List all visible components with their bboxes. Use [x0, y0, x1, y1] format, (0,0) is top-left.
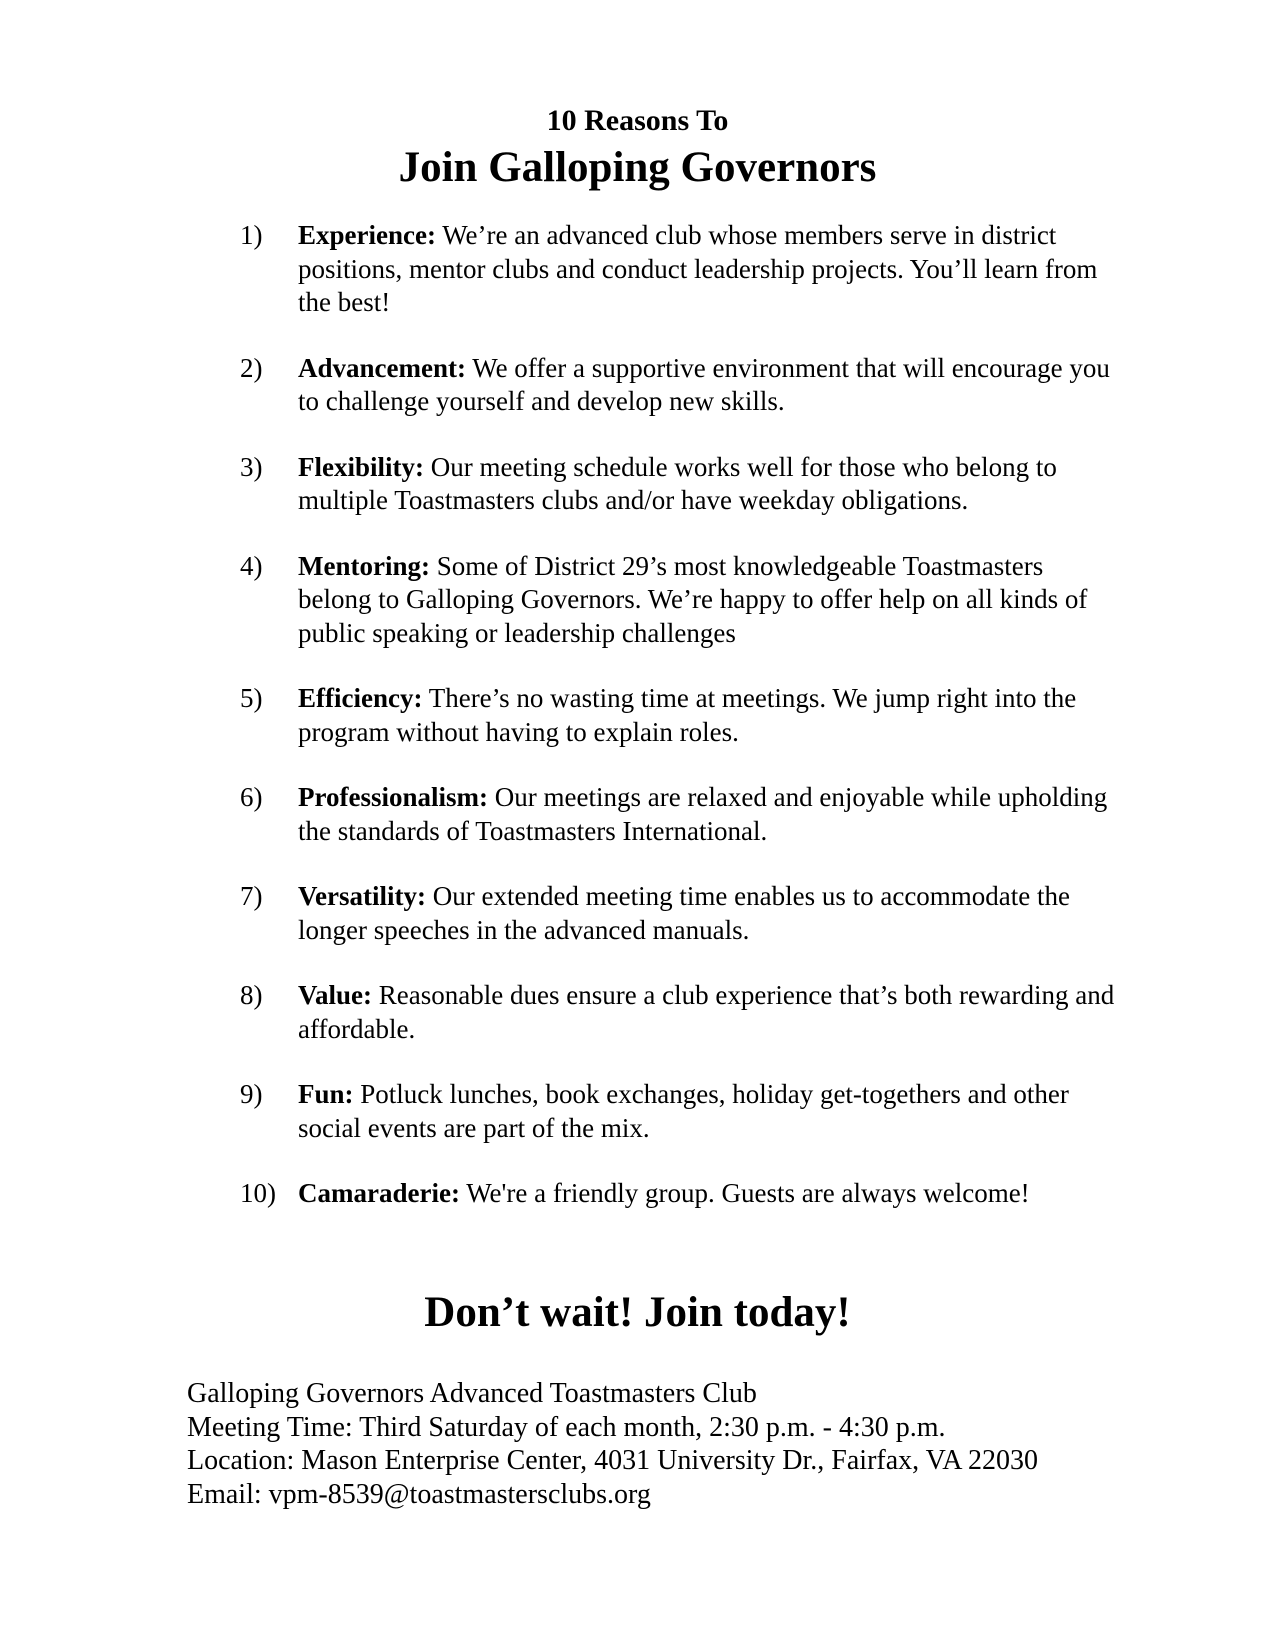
reason-number: 1) [240, 220, 263, 250]
reason-term: Fun: [298, 1079, 354, 1109]
reason-number: 4) [240, 550, 263, 581]
flyer-title: Join Galloping Governors [398, 144, 877, 191]
reason-number: 3) [240, 451, 263, 482]
reason-text: Some of District 29’s most knowledgeable Toastmasters belong to Galloping Governors. We’re happy to offer help on all kinds of public speaking or leadership challenges [298, 550, 1088, 648]
reason-text: We’re an advanced club whose members serve in district positions, mentor clubs and conduct leadership projects. You’ll learn from the best! [298, 220, 1098, 317]
reason-number: 7) [240, 881, 263, 911]
reason-number: 6) [240, 782, 263, 812]
reason-number: 5) [240, 683, 263, 713]
reason-number: 9) [240, 1079, 263, 1109]
reason-text: Our extended meeting time enables us to accommodate the longer speeches in the advanced manuals. [298, 881, 1071, 945]
reason-item [240, 781, 1120, 848]
call-to-action: Don’t wait! Join today! [424, 1289, 851, 1336]
reason-text: Potluck lunches, book exchanges, holiday get-togethers and other social events are part of the mix. [298, 1079, 1069, 1143]
reason-text: There’s no wasting time at meetings. We jump right into the program without having to explain roles. [298, 683, 1077, 747]
meeting-time: Meeting Time: Third Saturday of each month, 2:30 p.m. - 4:30 p.m. [187, 1411, 946, 1443]
reason-text: Our meeting schedule works well for those who belong to multiple Toastmasters clubs and/or have weekday obligations. [298, 451, 1057, 515]
reason-term: Experience: [298, 220, 436, 250]
reason-text: We offer a supportive environment that will encourage you to challenge yourself and develop new skills. [298, 352, 1110, 416]
reason-term: Mentoring: [298, 550, 430, 581]
reason-item [240, 219, 1120, 320]
reason-term: Professionalism: [298, 782, 488, 812]
reason-item [240, 1078, 1120, 1145]
club-name: Galloping Governors Advanced Toastmasters Club [187, 1378, 757, 1409]
reason-text: Our meetings are relaxed and enjoyable while upholding the standards of Toastmasters International. [298, 782, 1108, 846]
reason-item [240, 682, 1120, 749]
reason-number: 10) [240, 1178, 276, 1208]
club-info [187, 1377, 1237, 1511]
reason-term: Versatility: [298, 881, 426, 911]
reason-term: Efficiency: [298, 683, 423, 713]
reason-number: 2) [240, 352, 263, 383]
reason-term: Advancement: [298, 352, 466, 383]
reason-number: 8) [240, 980, 263, 1010]
reasons-list [240, 219, 1120, 1243]
reason-item [240, 880, 1120, 947]
reason-term: Value: [298, 980, 373, 1010]
reason-item [240, 1177, 1120, 1211]
reason-term: Flexibility: [298, 451, 424, 482]
reason-text: We're a friendly group. Guests are always welcome! [466, 1178, 1030, 1208]
contact-email: Email: vpm-8539@toastmastersclubs.org [187, 1478, 651, 1510]
reason-term: Camaraderie: [298, 1178, 460, 1208]
reason-text: Reasonable dues ensure a club experience that’s both rewarding and affordable. [298, 980, 1115, 1044]
meeting-location: Location: Mason Enterprise Center, 4031 University Dr., Fairfax, VA 22030 [187, 1445, 1038, 1476]
flyer-subtitle: 10 Reasons To [546, 104, 729, 137]
reason-item [240, 979, 1120, 1046]
reason-item [240, 451, 1120, 518]
reason-item [240, 352, 1120, 419]
reason-item [240, 550, 1120, 651]
